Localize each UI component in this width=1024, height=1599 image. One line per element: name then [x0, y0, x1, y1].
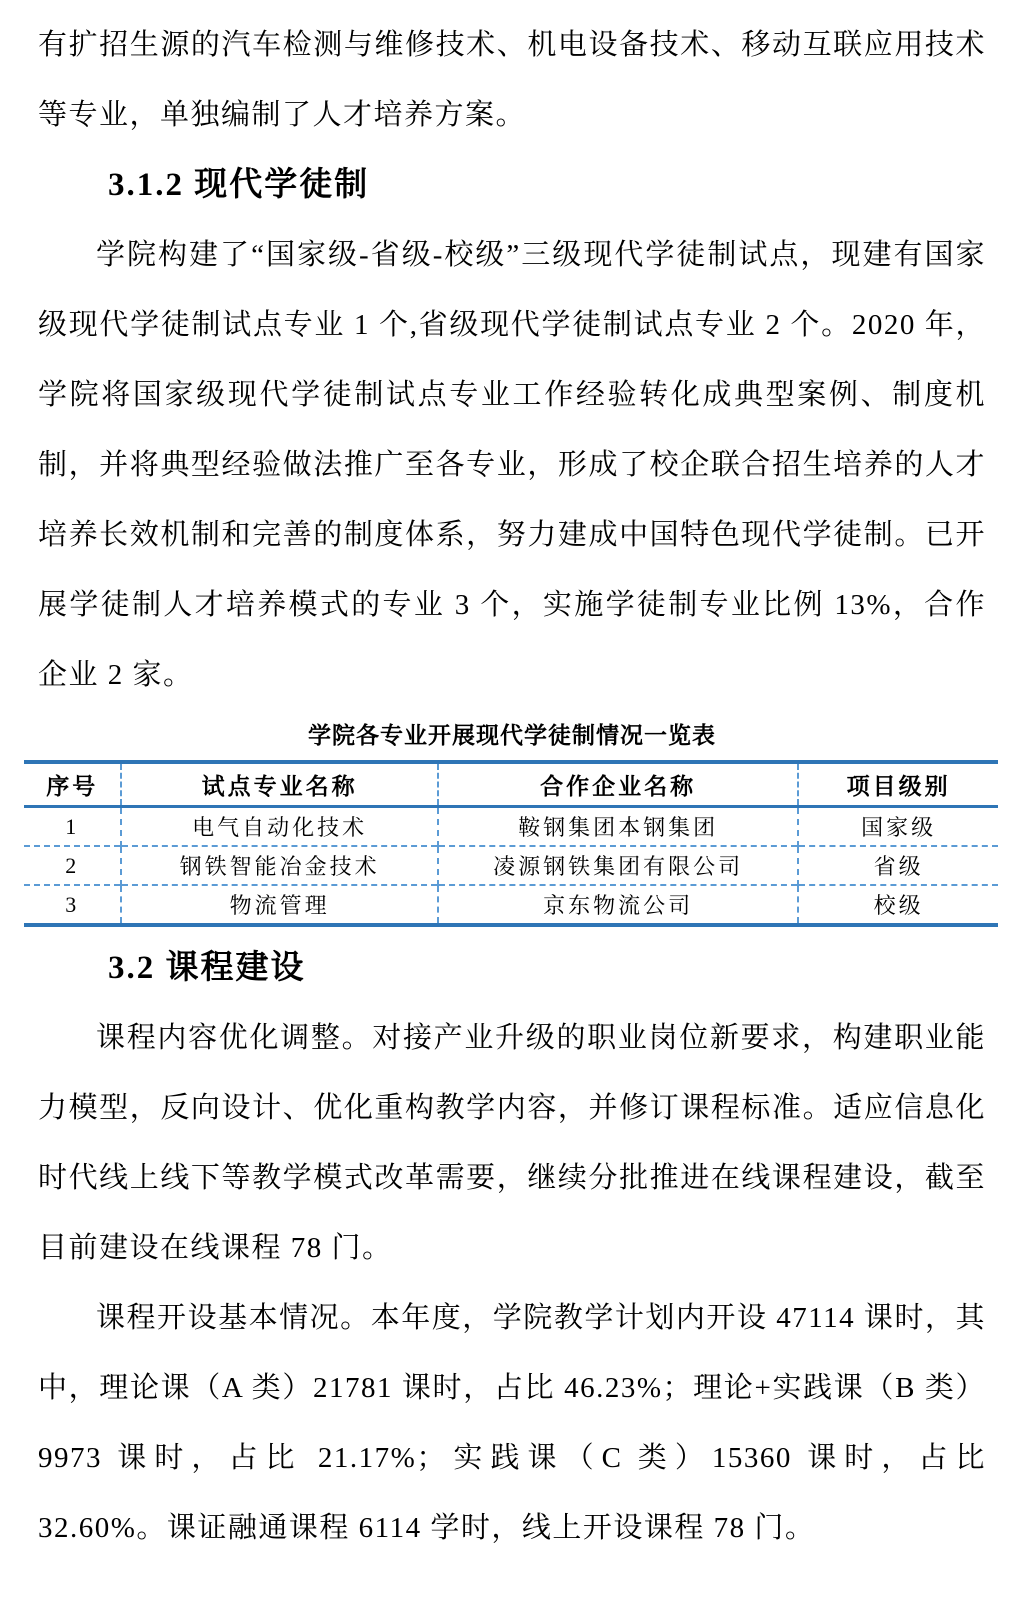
cell-serial: 1: [65, 813, 80, 839]
cell-serial: 2: [65, 852, 80, 878]
apprenticeship-table: [24, 760, 998, 927]
paragraph-apprenticeship-pilot: 学院构建了“国家级-省级-校级”三级现代学徒制试点，现建有国家级现代学徒制试点专业 1 个,省级现代学徒制试点专业 2 个。2020 年，学院将国家级现代学徒制试点专业工作经验转化成典型案例、制度机制，并将典型经验做法推广至各专业，形成了校企联合招生培养的人才培养长效机制和完善的制度体系，努力建成中国特色现代学徒制。已开展学徒制人才培养模式的专业 3 个，实施学徒制专业比例 13%，合作企业 2 家。: [38, 239, 986, 691]
table-row: [24, 846, 998, 885]
table-row: [24, 885, 998, 925]
table-header-row: [24, 762, 998, 807]
cell-major: 物流管理: [121, 885, 438, 925]
paragraph-course-offering-stats: 课程开设基本情况。本年度，学院教学计划内开设 47114 课时，其中，理论课（A 类）21781 课时，占比 46.23%；理论+实践课（B 类）9973 课时，占比 21.17%；实践课（C 类）15360 课时，占比 32.60%。课证融通课程 6114 学时，线上开设课程 78 门。: [38, 1302, 986, 1544]
cell-level: 国家级: [798, 807, 998, 847]
heading-3-1-2-modern-apprenticeship: 3.1.2 现代学徒制: [108, 167, 370, 203]
paragraph-course-content-optimization: 课程内容优化调整。对接产业升级的职业岗位新要求，构建职业能力模型，反向设计、优化重构教学内容，并修订课程标准。适应信息化时代线上线下等教学模式改革需要，继续分批推进在线课程建设，截至目前建设在线课程 78 门。: [38, 1022, 986, 1264]
table-row: [24, 807, 998, 847]
cell-company: 京东物流公司: [438, 885, 798, 925]
table-title-apprenticeship-overview: 学院各专业开展现代学徒制情况一览表: [308, 723, 716, 748]
cell-major: 电气自动化技术: [121, 807, 438, 847]
heading-3-2-curriculum-construction: 3.2 课程建设: [108, 950, 306, 986]
table-header-serial: 序号: [46, 774, 99, 799]
cell-level: 省级: [798, 846, 998, 885]
cell-serial: 3: [65, 891, 80, 917]
cell-company: 鞍钢集团本钢集团: [438, 807, 798, 847]
cell-company: 凌源钢铁集团有限公司: [438, 846, 798, 885]
cell-major: 钢铁智能冶金技术: [121, 846, 438, 885]
table-header-company: 合作企业名称: [438, 762, 798, 807]
table-header-level: 项目级别: [798, 762, 998, 807]
cell-level: 校级: [798, 885, 998, 925]
paragraph-enrollment-plan: 有扩招生源的汽车检测与维修技术、机电设备技术、移动互联应用技术等专业，单独编制了人才培养方案。: [38, 29, 986, 131]
table-header-major: 试点专业名称: [121, 762, 438, 807]
